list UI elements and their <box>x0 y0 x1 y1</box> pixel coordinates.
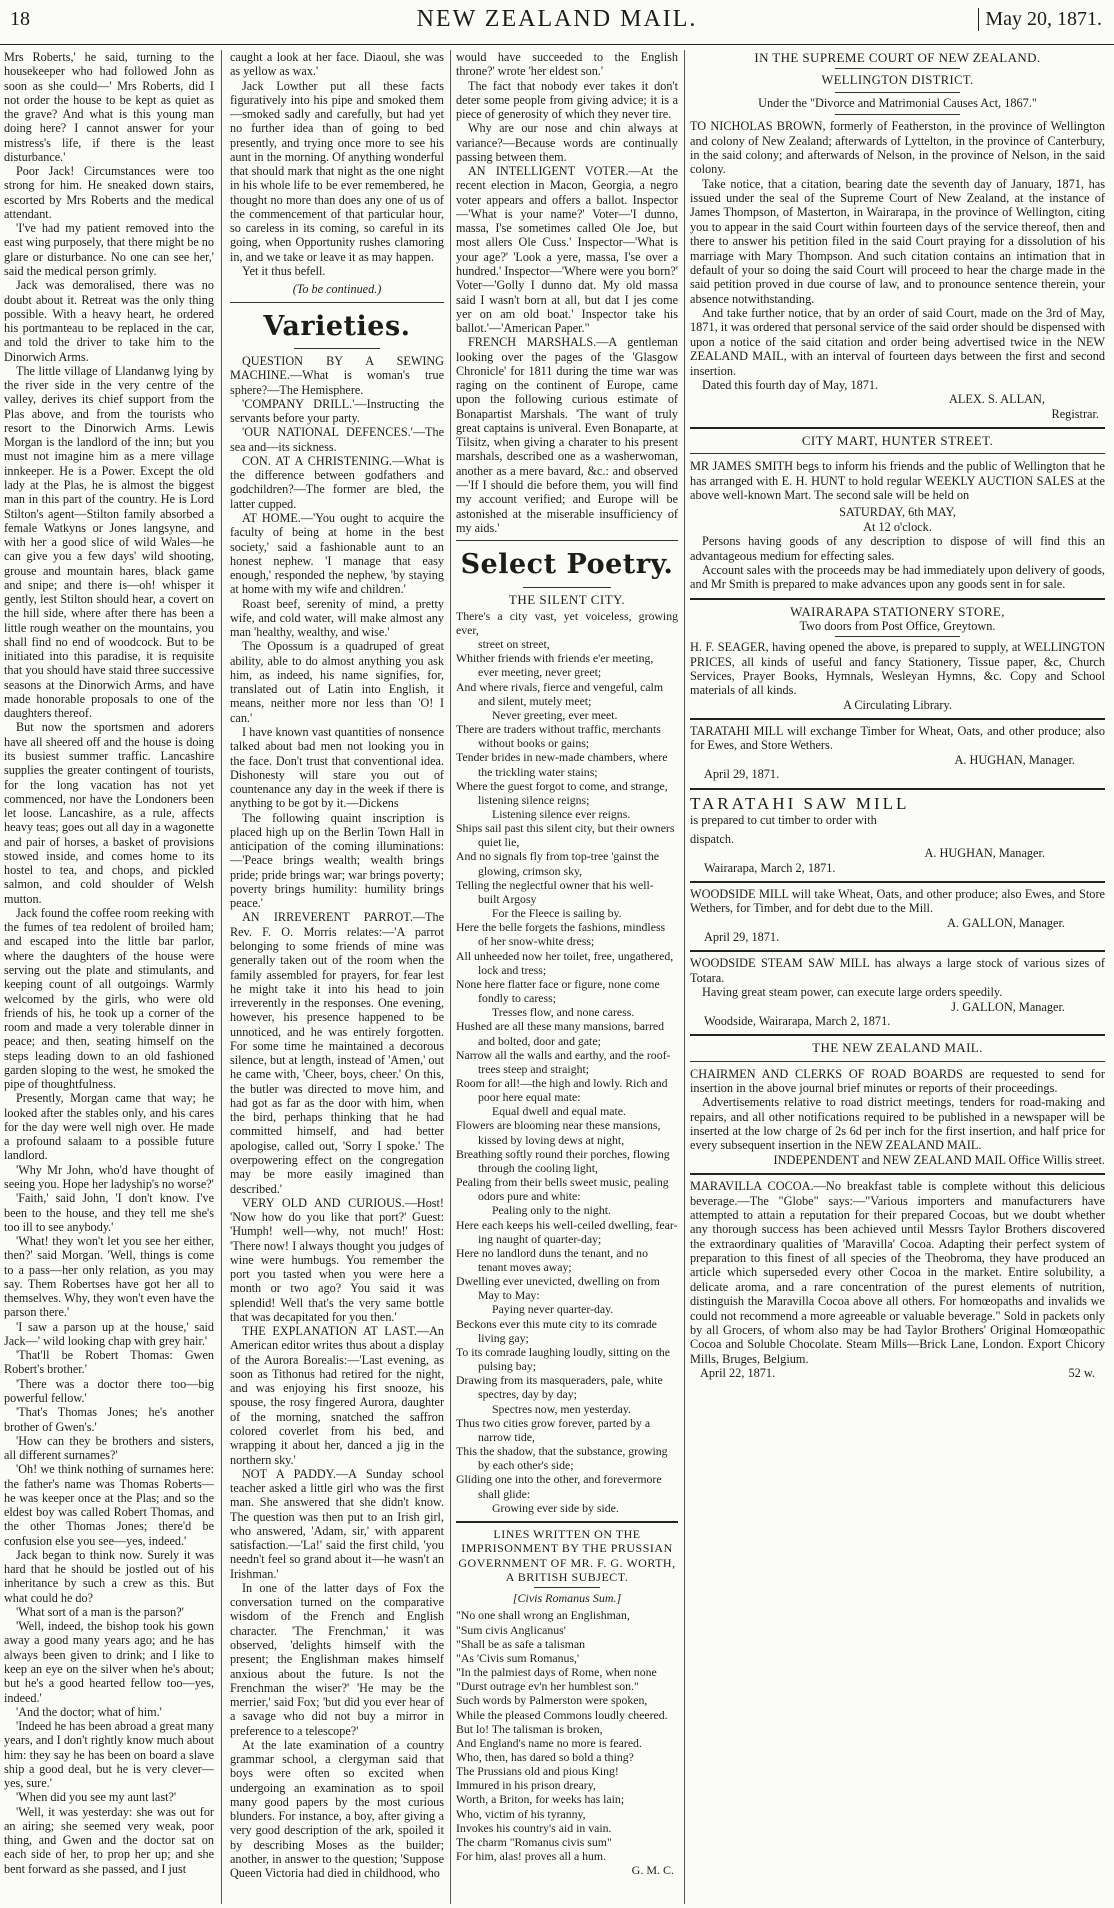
variety-item: The following quaint inscription is placed high up on the Berlin Town Hall in anticipation of the coming illuminations:—'Peace brings wealth; wealth brings pride; pride brings war; war brings poverty; poverty brings humility: humility brings peace.' <box>230 810 444 911</box>
poem-line: But lo! The talisman is broken, <box>456 1721 603 1736</box>
poem-line: Tender brides in new-made chambers, where <box>456 750 668 765</box>
poem-line: Where the guest forgot to come, and strange, <box>456 778 668 793</box>
divider <box>690 1173 1105 1175</box>
poem-line: spectres, day by day; <box>478 1387 577 1402</box>
poem-line: There's a city vast, yet voiceless, growing ever, <box>456 608 678 637</box>
poem-line: built Argosy <box>478 891 537 906</box>
poem-line: Whither friends with friends e'er meeting, <box>456 651 654 666</box>
variety-item: THE EXPLANATION AT LAST.—An American editor writes thus about a display of the Aurora Borealis:—'Last evening, as soon as Tithonus had retired for the night, and was enjoying his first snooze, his spouse, the rosy fingered Aurora, daughter of the morning, snatched the saffron colored coverlet from his bed, and wrapping it about her, danced a jig in the northern sky.' <box>230 1324 444 1467</box>
poem-line: None here flatter face or figure, none come <box>456 976 660 991</box>
taratahi-saw-mill-notice: is prepared to cut timber to order with <box>690 813 877 828</box>
variety-item: 'OUR NATIONAL DEFENCES.'—The sea and—its sickness. <box>230 425 444 454</box>
story-paragraph: 'I've had my patient removed into the east wing purposely, that there might be no glare or disturbance. No one can see her,' said the medical person grimly. <box>4 221 214 278</box>
poem-line: Pealing from their bells sweet music, pealing <box>456 1175 669 1190</box>
poem-line: Thus two cities grow forever, parted by a <box>456 1415 651 1430</box>
taratahi-saw-mill-date: Wairarapa, March 2, 1871. <box>704 860 836 875</box>
poem-signature: G. M. C. <box>631 1863 674 1878</box>
poem-line: Such words by Palmerston were spoken, <box>456 1693 648 1708</box>
poem-line: Worth, a Briton, for weeks has lain; <box>456 1792 625 1807</box>
poem-title: THE SILENT CITY. <box>508 591 626 607</box>
poem-line: poor here equal mate: <box>478 1090 581 1105</box>
story-paragraph: 'That'll be Robert Thomas: Gwen Robert's brother.' <box>4 1348 214 1377</box>
poem-line: odors pure and white: <box>478 1189 581 1204</box>
poem-line: Who, victim of his tyranny, <box>456 1806 586 1821</box>
court-heading: IN THE SUPREME COURT OF NEW ZEALAND. <box>754 50 1041 65</box>
newspaper-title: NEW ZEALAND MAIL. <box>416 6 698 32</box>
poem-line: by each other's side; <box>478 1458 574 1473</box>
nzm-notice: CHAIRMEN AND CLERKS OF ROAD BOARDS are requested to send for insertion in the above journal brief minutes or reports of their proceedings. <box>690 1066 1105 1095</box>
story-paragraph: Jack was demoralised, there was no doubt about it. Retreat was the only thing possible. With a heavy heart, he ordered his portmanteau to be replaced in the car, and told the driver to take him to the Dinorwich Arms. <box>4 278 214 364</box>
divider <box>230 302 444 303</box>
poem-line: Immured in his prison dreary, <box>456 1778 596 1793</box>
divider <box>835 68 960 69</box>
court-notice: TO NICHOLAS BROWN, formerly of Featherston, in the province of Wellington and colony of New Zealand; afterwards of Lyttelton, in the province of Canterbury, in the said colony; and afterwards of Nelson, in the province of Nelson, in the said colony. <box>690 119 1105 177</box>
nzm-heading: THE NEW ZEALAND MAIL. <box>812 1040 983 1056</box>
poem-line: without books or gains; <box>478 736 590 751</box>
poem-title: LINES WRITTEN ON THE IMPRISONMENT BY THE PRUSSIAN GOVERNMENT OF MR. F. G. WORTH, A BRITISH SUBJECT. <box>458 1526 676 1584</box>
story-paragraph: Jack found the coffee room reeking with the fumes of tea redolent of broiled ham; and escaped into the little bar parlor, where the daughters of the house were serving out the plate and stimulants, and keeping count of all outgoings. Warmly welcomed by the girls, who were old friends of his, he took up a corner of the room and made a very tolerable dinner in peace; and then, seating himself on the steps leading down to an old fashioned garden sloping to the west, he smoked the pipe of thoughtfulness. <box>4 905 214 1092</box>
column-3 <box>456 50 678 1904</box>
mart-time: At 12 o'clock. <box>863 519 932 534</box>
divider <box>690 950 1105 952</box>
variety-item: Roast beef, serenity of mind, a pretty wife, and cold water, will make almost any man 'healthy, wealthy, and wise.' <box>230 596 444 640</box>
woodside-saw-mill-notice: Having great steam power, can execute large orders speedily. <box>702 985 1003 1000</box>
woodside-mill-date: April 29, 1871. <box>704 930 780 945</box>
poem-line: tenant moves away; <box>478 1260 572 1274</box>
story-paragraph: 'Oh! we think nothing of surnames here: the father's name was Thomas Roberts—he was keeper once at the Plas; and so the eldest boy was called Robert Thomas, and the other Thomas Jones; there'd be confusion else you see—yes, indeed.' <box>4 1462 214 1548</box>
poem-line: And no signals fly from top-tree 'gainst the <box>456 849 659 864</box>
variety-item: FRENCH MARSHALS.—A gentleman looking over the pages of the 'Glasgow Chronicle' for 1811 during the time war was raging on the continent of Europe, came upon the following curious estimate of Bonapartist Marshals. 'The want of truly great captains is univeral. Even Bonaparte, at Tilsitz, when giving a charater to his present marshals, described one as a washerwoman, another as a mere bavard, &c.: and observed—'If I should die before them, you will find my account verified; and Europe will be astonished at the miserable insufficiency of my aids.' <box>456 335 678 535</box>
poem-line: Flowers are blooming near these mansions, <box>456 1118 661 1133</box>
divider <box>835 114 960 115</box>
divider <box>690 427 1105 429</box>
varieties-heading: Varieties. <box>263 310 411 342</box>
story-paragraph: caught a look at her face. Diaoul, she was as yellow as wax.' <box>230 50 444 79</box>
column-4 <box>690 50 1105 1904</box>
poem-line: Here the belle forgets the fashions, mindless <box>456 920 666 935</box>
court-signature: ALEX. S. ALLAN, <box>949 392 1045 407</box>
poem-line: fondly to caress; <box>478 991 556 1006</box>
story-paragraph: 'When did you see my aunt last?' <box>16 1790 177 1805</box>
woodside-mill-notice: WOODSIDE MILL will take Wheat, Oats, and other produce; also Ewes, and Store Wethers, for Timber, and for debt due to the Mill. <box>690 886 1105 916</box>
woodside-saw-mill-notice: WOODSIDE STEAM SAW MILL has always a large stock of various sizes of Totara. <box>690 956 1105 985</box>
poem-line: lock and tress; <box>478 962 547 977</box>
divider <box>456 1521 678 1523</box>
poem-line: Listening silence ever reigns. <box>492 807 631 821</box>
poem-line: "Shall be as safe a talisman <box>456 1636 585 1651</box>
poem-line: Dwelling ever unevicted, dwelling on from <box>456 1274 660 1289</box>
court-notice: Take notice, that a citation, bearing date the seventh day of January, 1871, has issued under the seal of the Supreme Court of New Zealand, at the instance of James Thompson, of Masterton, in Wairarapa, in the province of Wellington, citing you to appear in the said Court within fourteen days of the service thereof, then and there to answer his petition filed in the said Court praying for a dissolution of his marriage with Mary Thompson. And such citation contains an intimation that in default of your so doing the said Court will proceed to hear the charge made in the said petition proved in due course of law, and to pronounce sentence therein, your absence notwithstanding. <box>690 176 1105 306</box>
woodside-mill-signature: A. GALLON, Manager. <box>947 915 1065 930</box>
poem-line: Equal dwell and equal mate. <box>492 1104 626 1119</box>
variety-item: AT HOME.—'You ought to acquire the faculty of being at home in the best society,' said a fashionable aunt to an honest nephew. 'I manage that easy enough,' responded the nephew, 'by staying at home with my wife and children.' <box>230 511 444 597</box>
story-paragraph: 'Indeed he has been abroad a great many years, and I don't rightly know much about him: they say he has been on board a slave ship a good deal, but he is very clever—yes, sure.' <box>4 1719 214 1791</box>
poem-line: listening silence reigns; <box>478 792 590 807</box>
story-paragraph: Poor Jack! Circumstances were too strong for him. He sneaked down stairs, escorted by Mrs Roberts and the medical attendant. <box>4 164 214 221</box>
poem-line: Drawing from its masqueraders, pale, white <box>456 1373 663 1388</box>
divider <box>690 881 1105 883</box>
variety-item: In one of the latter days of Fox the conversation turned on the comparative wisdom of the French and English character. 'The Frenchman,' it was observed, 'delights himself with the present; the Englishman makes himself anxious about the future. Is not the Frenchman the wiser?' 'He may be the merrier,' said Fox; 'but did you ever hear of a savage who did not buy a mirror in preference to a telescope?' <box>230 1580 444 1738</box>
variety-item: AN INTELLIGENT VOTER.—At the recent election in Macon, Georgia, a negro voter appears and offers a ballot. Inspector—'What is your name?' Voter—'I dunno, massa, I'se sometimes called Ole Joe, but most allers Ole Cuss.' Inspector—'What is your age?' 'Look a yere, massa, I'se over a hundred.' Inspector—'Where were you born?' Voter—'Golly I dunno dat. My old massa said I wasn't born at all, but dat I jes come yer on am old boat.' Inspector take his ballot.'—'American Paper." <box>456 164 678 336</box>
poem-line: Spectres now, men yesterday. <box>492 1401 632 1416</box>
poem-line: pulsing bay; <box>478 1359 536 1374</box>
store-heading: WAIRARAPA STATIONERY STORE, <box>790 603 1005 619</box>
taratahi-mill-notice: TARATAHI MILL will exchange Timber for Wheat, Oats, and other produce; also for Ewes, and Store Wethers. <box>690 724 1105 753</box>
variety-item: I have known vast quantities of nonsence talked about bad men not looking you in the face. Don't trust that conventional idea. Dishonesty will stare you out of countenance any day in the week if there is anything to be got by it.—Dickens <box>230 725 444 811</box>
divider <box>690 788 1105 790</box>
cocoa-advert: MARAVILLA COCOA.—No breakfast table is complete without this delicious beverage.—The "Globe" says:—"Various importers and manufacturers have attempted to attain a reputation for their prepared Cocoas, but we doubt whether any thorough success has been achieved until Messrs Taylor Brothers discovered the extraordinary qualities of 'Maravilla' Cocoa. Adapting their perfect system of preparation to this finest of all species of the Theobroma, they have produced an article which superseded every other Cocoa in the market. Entire solubility, a delicate aroma, and a rare concentration of the purest elements of nutrition, distinguish the Maravilla Cocoa above all others. For homœopaths and invalids we could not recommend a more agreeable or valuable beverage." Sold in packets only by all Grocers, of whom also may be had Taylor Brothers' Original Homœopathic Cocoa and Soluble Chocolate. Steam Mills—Brick Lane, London. Export Chicory Mills, Bruges, Belgium. <box>690 1179 1105 1366</box>
poem-line: And England's name no more is feared. <box>456 1735 642 1750</box>
poem-line: Who, then, has dared so bold a thing? <box>456 1749 634 1764</box>
poem-line: There are traders without traffic, merchants <box>456 722 661 737</box>
nzm-notice: Advertisements relative to road district meetings, tenders for road-making and repairs, and all other notifications required to be published in a newspaper will be inserted at the low charge of 2s 6d per inch for the first insertion, and half price for every subsequent insertion in the NEW ZEALAND MAIL. <box>690 1095 1105 1153</box>
poem-line: Here each keeps his well-ceiled dwelling, fear- <box>456 1217 678 1232</box>
variety-item: The fact that nobody ever takes it don't deter some people from giving advice; it is a piece of generosity of which they never tire. <box>456 78 678 122</box>
variety-item: would have succeeded to the English throne?' wrote 'her eldest son.' <box>456 50 678 79</box>
story-paragraph: 'There was a doctor there too—big powerful fellow.' <box>4 1376 214 1405</box>
story-paragraph: 'Well, it was yesterday: she was out for an airing; she seemed very weak, poor thing, and Gwen and the doctor sat on each side of her, to prop her up; and she bent forward as she passed, and I just <box>4 1804 214 1876</box>
story-paragraph: 'Well, indeed, the bishop took his gown away a good many years ago; and he has always been given to drink; and I like to keep an eye on the silver when he's about; but he's a good hearted fellow too—yes, indeed.' <box>4 1619 214 1705</box>
cocoa-date: April 22, 1871. <box>700 1366 776 1381</box>
poem-line: "Durst outrage ev'n her humblest son." <box>456 1679 639 1694</box>
poem-line: Room for all!—the high and lowly. Rich and <box>456 1075 668 1090</box>
poem-line: Breathing softly round their porches, flowing <box>456 1146 670 1161</box>
story-paragraph: 'Faith,' said John, 'I don't know. I've been to the house, and they tell me she's too ill to see anybody.' <box>4 1191 214 1234</box>
poem-line: All unheeded now her toilet, free, ungathered, <box>456 948 674 963</box>
divider <box>294 348 380 349</box>
poem-line: For the Fleece is sailing by. <box>492 906 622 921</box>
court-notice: Dated this fourth day of May, 1871. <box>702 377 879 392</box>
poem-line: To its comrade laughing loudly, sitting on the <box>456 1344 671 1359</box>
poem-line: through the cooling light, <box>478 1160 598 1175</box>
poem-lines-prussian <box>456 1608 678 1863</box>
poem-line: The charm "Romanus civis sum" <box>456 1834 612 1849</box>
mart-notice: Persons having goods of any description to dispose of will find this an advantageous medium for effecting sales. <box>690 534 1105 563</box>
poem-epigraph: [Civis Romanus Sum.] <box>512 1591 622 1606</box>
divider <box>690 718 1105 720</box>
poem-line: Gliding one into the other, and forevermore <box>456 1472 662 1487</box>
poem-line: ing naught of quarter-day; <box>478 1231 602 1246</box>
mart-notice: Account sales with the proceeds may be had immediately upon delivery of goods, and Mr Smith is prepared to make advances upon any goods sent in for sale. <box>690 562 1105 592</box>
woodside-saw-mill-date: Woodside, Wairarapa, March 2, 1871. <box>704 1013 891 1028</box>
store-subheading: Two doors from Post Office, Greytown. <box>799 618 996 633</box>
divider <box>835 636 960 637</box>
column-divider <box>684 50 685 1904</box>
variety-item: AN IRREVERENT PARROT.—The Rev. F. O. Morris relates:—'A parrot belonging to some friends of mine was generally taken out of the room when the family assembled for prayers, for fear lest he might take it into his head to join irreverently in the responses. One evening, however, his presence happened to be unnoticed, and he was entirely forgotten. For some time he maintained a decorous silence, but at length, instead of 'Amen,' out he came with, 'Cheer, boys, cheer.' On this, the butler was directed to move him, and had got as far as the door with him, when the bird, perhaps thinking that he had committed himself, and had better apologise, called out, 'Sorry I spoke.' The overpowering effect on the congregation may be more easily imagined than described.' <box>230 910 444 1196</box>
divider <box>690 1034 1105 1036</box>
variety-item: 'COMPANY DRILL.'—Instructing the servants before your party. <box>230 396 444 426</box>
poem-line: The Prussians old and pious King! <box>456 1764 619 1779</box>
issue-date: May 20, 1871. <box>978 8 1102 31</box>
poem-line: and bolted, door and gate; <box>478 1033 601 1048</box>
poem-line: Invokes his country's aid in vain. <box>456 1820 612 1835</box>
mart-heading: CITY MART, HUNTER STREET. <box>801 433 994 449</box>
taratahi-mill-signature: A. HUGHAN, Manager. <box>954 752 1075 767</box>
poem-line: Never greeting, ever meet. <box>492 707 618 722</box>
story-paragraph: Yet it thus befell. <box>242 263 326 278</box>
poem-line: trees steep and straight; <box>478 1061 590 1076</box>
poem-line: Paying never quarter-day. <box>492 1302 614 1317</box>
story-paragraph: Jack began to think now. Surely it was hard that he should be jostled out of his inheritance by such a crew as this. But what could he do? <box>4 1547 214 1605</box>
poem-line: While the pleased Commons loudly cheered. <box>456 1707 668 1722</box>
poem-line: street on street, <box>478 637 550 652</box>
taratahi-saw-mill-signature: A. HUGHAN, Manager. <box>924 846 1045 861</box>
mart-date: SATURDAY, 6th MAY, <box>839 505 956 520</box>
poem-line: Ships sail past this silent city, but their owners <box>456 821 675 836</box>
poem-line: For him, alas! proves all a hum. <box>456 1849 607 1864</box>
mart-notice: MR JAMES SMITH begs to inform his friends and the public of Wellington that he has arranged with E. H. HUNT to hold regular WEEKLY AUCTION SALES at the above well-known Mart. The second sale will be held on <box>690 459 1105 503</box>
page-number: 18 <box>10 8 30 30</box>
divider <box>534 1587 601 1588</box>
variety-item: QUESTION BY A SEWING MACHINE.—What is woman's true sphere?—The Hemisphere. <box>230 354 444 397</box>
poem-line: kissed by loving dews at night, <box>478 1132 625 1147</box>
poem-line: This the shadow, that the substance, growing <box>456 1444 668 1459</box>
divider <box>690 598 1105 600</box>
column-1 <box>4 50 214 1904</box>
story-paragraph: 'What sort of a man is the parson?' <box>16 1604 184 1619</box>
divider <box>690 1061 1105 1062</box>
poem-line: living gay; <box>478 1330 529 1345</box>
poem-line: "No one shall wrong an Englishman, <box>456 1608 630 1623</box>
cocoa-reference: 52 w. <box>1068 1366 1095 1381</box>
poem-line: "In the palmiest days of Rome, when none <box>456 1665 657 1680</box>
store-notice: H. F. SEAGER, having opened the above, is prepared to supply, at WELLINGTON PRICES, all kinds of useful and fancy Stationery, Tissue paper, &c, Church Services, Prayer Books, Hymnals, Wesleyan Hymns, &c. Copy and School materials of all kinds. <box>690 640 1105 698</box>
column-2 <box>230 50 444 1904</box>
story-paragraph: Mrs Roberts,' he said, turning to the housekeeper who had followed John as soon as she could—' Mrs Roberts, did I not order the house to be kept as quiet as the grave? And what is this young man doing here? I cannot answer for your mistress's life, if there is the least disturbance.' <box>4 50 214 164</box>
column-divider <box>221 50 222 1904</box>
story-paragraph: The little village of Llandanwg lying by the river side in the very centre of the valley, derives its chief support from the Plas above, and from the tourists who resort to the Dinorwich Arms. Lewis Morgan is the landlord of the inn; but you must not imagine him as a mere village innkeeper. He is a Power. Except the old lady at the Plas, he is almost the biggest man in this part of the country. He is Lord Stilton's agent—Stilton family absorbed a female Watkyns or Jones langsyne, and with her a good slice of wild Wales—he can give you a few days' wild shooting, grouse and mountain hares, black game and snipe; and there is—oh! whisper it gently, lest Stilton should hear, a covert on the hill side, where after there has been a little rough weather on the mountains, you shall find no end of woodcock. But to be initiated into this paradise, it is requisite that you should have staid three successive seasons at the Dinorwich Arms, and have made honorable proposals to one of the daughters thereof. <box>4 363 214 721</box>
district-heading: WELLINGTON DISTRICT. <box>821 73 974 88</box>
story-paragraph: 'That's Thomas Jones; he's another brother of Gwen's.' <box>4 1405 214 1434</box>
story-paragraph: 'Why Mr John, who'd have thought of seeing you. Hope her ladyship's no worse?' <box>4 1162 214 1191</box>
poem-line: Narrow all the walls and earthy, and the roof- <box>456 1047 671 1062</box>
story-paragraph: 'I saw a parson up at the house,' said Jack—' wild looking chap with grey hair.' <box>4 1319 214 1348</box>
nzm-office: INDEPENDENT and NEW ZEALAND MAIL Office Willis street. <box>773 1152 1105 1167</box>
poem-line: quiet lie, <box>478 835 520 850</box>
taratahi-saw-mill-notice: dispatch. <box>690 831 735 846</box>
store-library: A Circulating Library. <box>843 697 952 712</box>
story-paragraph: 'What! they won't let you see her either, then?' said Morgan. 'Well, things is come to a pass—her only relation, as you may say. Them Robertses have got her all to themselves. Why, they won't even have the parson there.' <box>4 1234 214 1320</box>
variety-item: The Opossum is a quadruped of great ability, able to do almost anything you ask him, as indeed, his name signifies, for, translated out of Latin into English, it means, neither more nor less than 'O! I can.' <box>230 639 444 725</box>
poem-line: And where rivals, fierce and vengeful, calm <box>456 679 664 694</box>
poem-line: "Sum civis Anglicanus' <box>456 1622 566 1637</box>
poem-line: Hushed are all these many mansions, barred <box>456 1019 665 1034</box>
column-divider <box>450 50 451 1904</box>
woodside-saw-mill-signature: J. GALLON, Manager. <box>951 999 1065 1014</box>
poem-line: shall glide: <box>478 1486 531 1501</box>
variety-item: VERY OLD AND CURIOUS.—Host! 'Now how do you like that port?' Guest: 'Humph! well—why, not much!' Host: 'There now! I always thought you judges of wine were humbugs. You remember the port you tasted when you were here a month or two ago? You said it was splendid! Well that's the very same bottle that was decapitated for you then.' <box>230 1195 444 1324</box>
poem-line: Growing ever side by side. <box>492 1500 619 1515</box>
story-paragraph: 'How can they be brothers and sisters, all different surnames?' <box>4 1433 214 1463</box>
poem-line: narrow tide, <box>478 1429 535 1444</box>
cocoa-footer <box>690 1366 1105 1380</box>
poem-line: of her snow-white dress; <box>478 934 595 949</box>
poem-silent-city <box>456 609 678 1515</box>
variety-item: CON. AT A CHRISTENING.—What is the difference between godfathers and godchildren?—The former are bled, the latter cupped. <box>230 453 444 511</box>
to-be-continued: (To be continued.) <box>292 282 382 297</box>
divider <box>456 540 678 541</box>
poem-line: Tresses flow, and none caress. <box>492 1005 635 1020</box>
story-paragraph: 'And the doctor; what of him.' <box>16 1704 162 1719</box>
poem-line: ever meeting, never greet; <box>478 665 602 680</box>
divider <box>690 453 1105 454</box>
variety-item: Why are our nose and chin always at variance?—Because words are continually passing between them. <box>456 121 678 164</box>
taratahi-saw-mill-title: TARATAHI SAW MILL <box>690 793 910 813</box>
poem-line: May to May: <box>478 1288 540 1303</box>
divider <box>523 587 612 588</box>
story-paragraph: Presently, Morgan came that way; he looked after the stables only, and his cares for the day were well nigh over. He made a profound salaam to a possible future landlord. <box>4 1091 214 1163</box>
act-reference: Under the "Divorce and Matrimonial Causes Act, 1867." <box>758 95 1037 110</box>
story-paragraph: Jack Lowther put all these facts figuratively into his pipe and smoked them—smoked sadly and carefully, but had yet no further idea than of going to bed presently, and trying once more to see his aunt in the morning. Of anything wonderful that should mark that night as the one night in his whole life to be ever remembered, he thought no more than does any one of us of the commencement of that particular hour, so careless in its coming, so careful in its going, when Opportunity rushes clamoring in, and we take or leave it as may happen. <box>230 78 444 264</box>
poem-line: Telling the neglectful owner that his well- <box>456 877 654 892</box>
variety-item: At the late examination of a country grammar school, a clergyman said that boys were often so excited when undergoing an examination as to spoil many good papers by the most curious blunders. For instance, a boy, after giving a very good description of the ark, spoiled it by describing Moses as the builder; another, in answer to the question; 'Suppose Queen Victoria had died in childhood, who <box>230 1737 444 1881</box>
poem-line: "As 'Civis sum Romanus,' <box>456 1650 580 1665</box>
poem-line: Pealing only to the night. <box>492 1203 611 1218</box>
poem-line: Beckons ever this mute city to its comrade <box>456 1316 657 1331</box>
poem-line: and silent, mutely meet; <box>478 693 592 708</box>
poem-line: Here no landlord duns the tenant, and no <box>456 1245 648 1260</box>
variety-item: NOT A PADDY.—A Sunday school teacher asked a little girl who was the first man. She answered that she didn't know. The question was then put to an Irish girl, who answered, 'Adam, sir,' with apparent satisfaction.—'La!' said the first child, 'you needn't feel so grand about it—he wasn't an Irishman.' <box>230 1466 444 1581</box>
court-signature-title: Registrar. <box>1051 406 1099 421</box>
poem-line: the trickling water stains; <box>478 764 598 779</box>
poem-line: glowing, crimson sky, <box>478 863 583 878</box>
masthead <box>0 0 1114 45</box>
taratahi-mill-date: April 29, 1871. <box>704 767 780 782</box>
court-notice: And take further notice, that by an order of said Court, made on the 3rd of May, 1871, it was ordered that personal service of the said order should be dispensed with upon a notice of the said citation and order being advertised twice in the NEW ZEALAND MAIL, with an interval of fourteen days between the first and second insertion. <box>690 306 1105 378</box>
divider <box>835 92 960 93</box>
story-paragraph: But now the sportsmen and adorers have all sheered off and the house is doing its busiest summer traffic. Lancashire supplies the greater contingent of tourists, for the long vacation has not yet commenced, nor have the Londoners been let loose. Lancashire, as a rule, affects heavy teas; goes out all day in a wagonette and pair of horses, a basket of provisions stowed inside, and comes home to its hostel to tea, and chops, and pickled salmon, and cold shoulder of Welsh mutton. <box>4 720 214 906</box>
poetry-heading: Select Poetry. <box>460 549 674 581</box>
